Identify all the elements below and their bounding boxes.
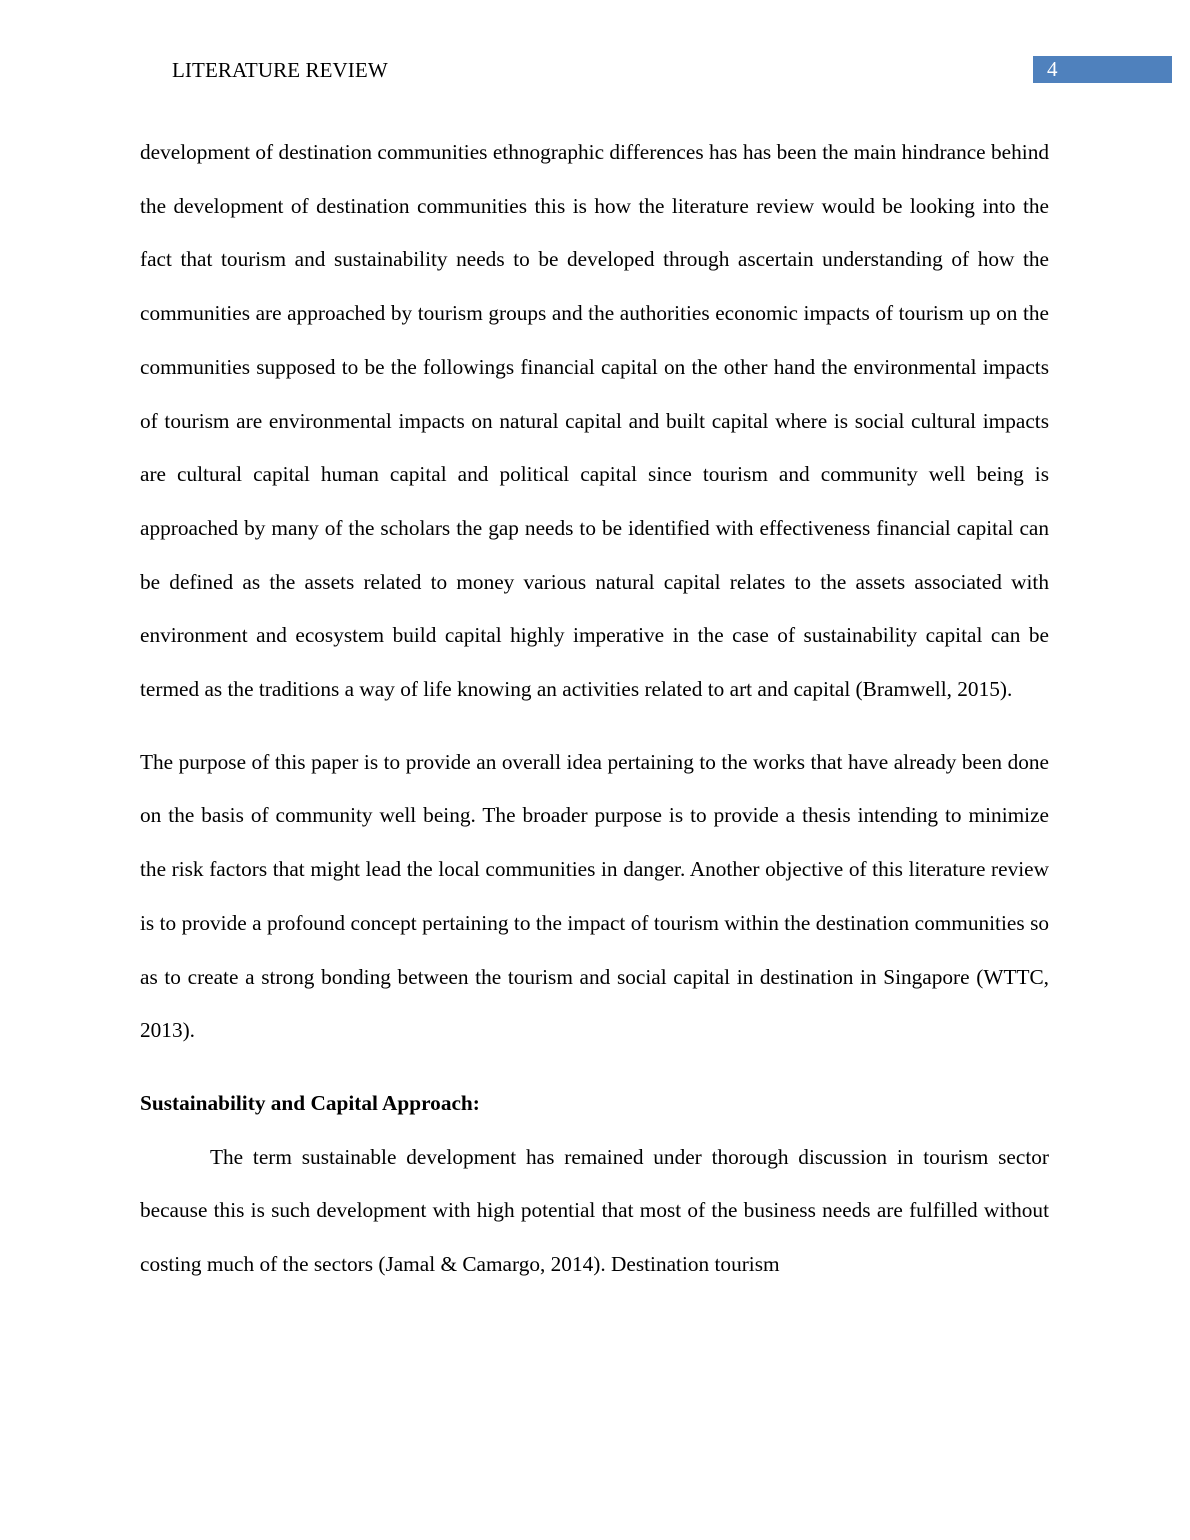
page-number-badge: 4	[1033, 56, 1172, 83]
body-paragraph-2: The purpose of this paper is to provide an overall idea pertaining to the works that have already been done on the basis of community well being. The broader purpose is to provide a thesis intending to minimize the risk factors that might lead the local communities in danger. Another objective of this literature review is to provide a profound concept pertaining to the impact of tourism within the destination communities so as to create a strong bonding between the tourism and social capital in destination in Singapore (WTTC, 2013).	[140, 749, 1049, 1043]
body-paragraph-3: The term sustainable development has remained under thorough discussion in tourism sector because this is such development with high potential that most of the business needs are fulfilled without costing much of the sectors (Jamal & Camargo, 2014). Destination tourism	[140, 1144, 1049, 1277]
document-body	[140, 126, 1049, 1292]
body-paragraph-1: development of destination communities ethnographic differences has has been the main hindrance behind the development of destination communities this is how the literature review would be looking into the fact that tourism and sustainability needs to be developed through ascertain understanding of how the communities are approached by tourism groups and the authorities economic impacts of tourism up on the communities supposed to be the followings financial capital on the other hand the environmental impacts of tourism are environmental impacts on natural capital and built capital where is social cultural impacts are cultural capital human capital and political capital since tourism and community well being is approached by many of the scholars the gap needs to be identified with effectiveness financial capital can be defined as the assets related to money various natural capital relates to the assets associated with environment and ecosystem build capital highly imperative in the case of sustainability capital can be termed as the traditions a way of life knowing an activities related to art and capital (Bramwell, 2015).	[140, 140, 1049, 702]
running-header-title: LITERATURE REVIEW	[172, 58, 388, 82]
section-heading: Sustainability and Capital Approach:	[140, 1090, 480, 1115]
